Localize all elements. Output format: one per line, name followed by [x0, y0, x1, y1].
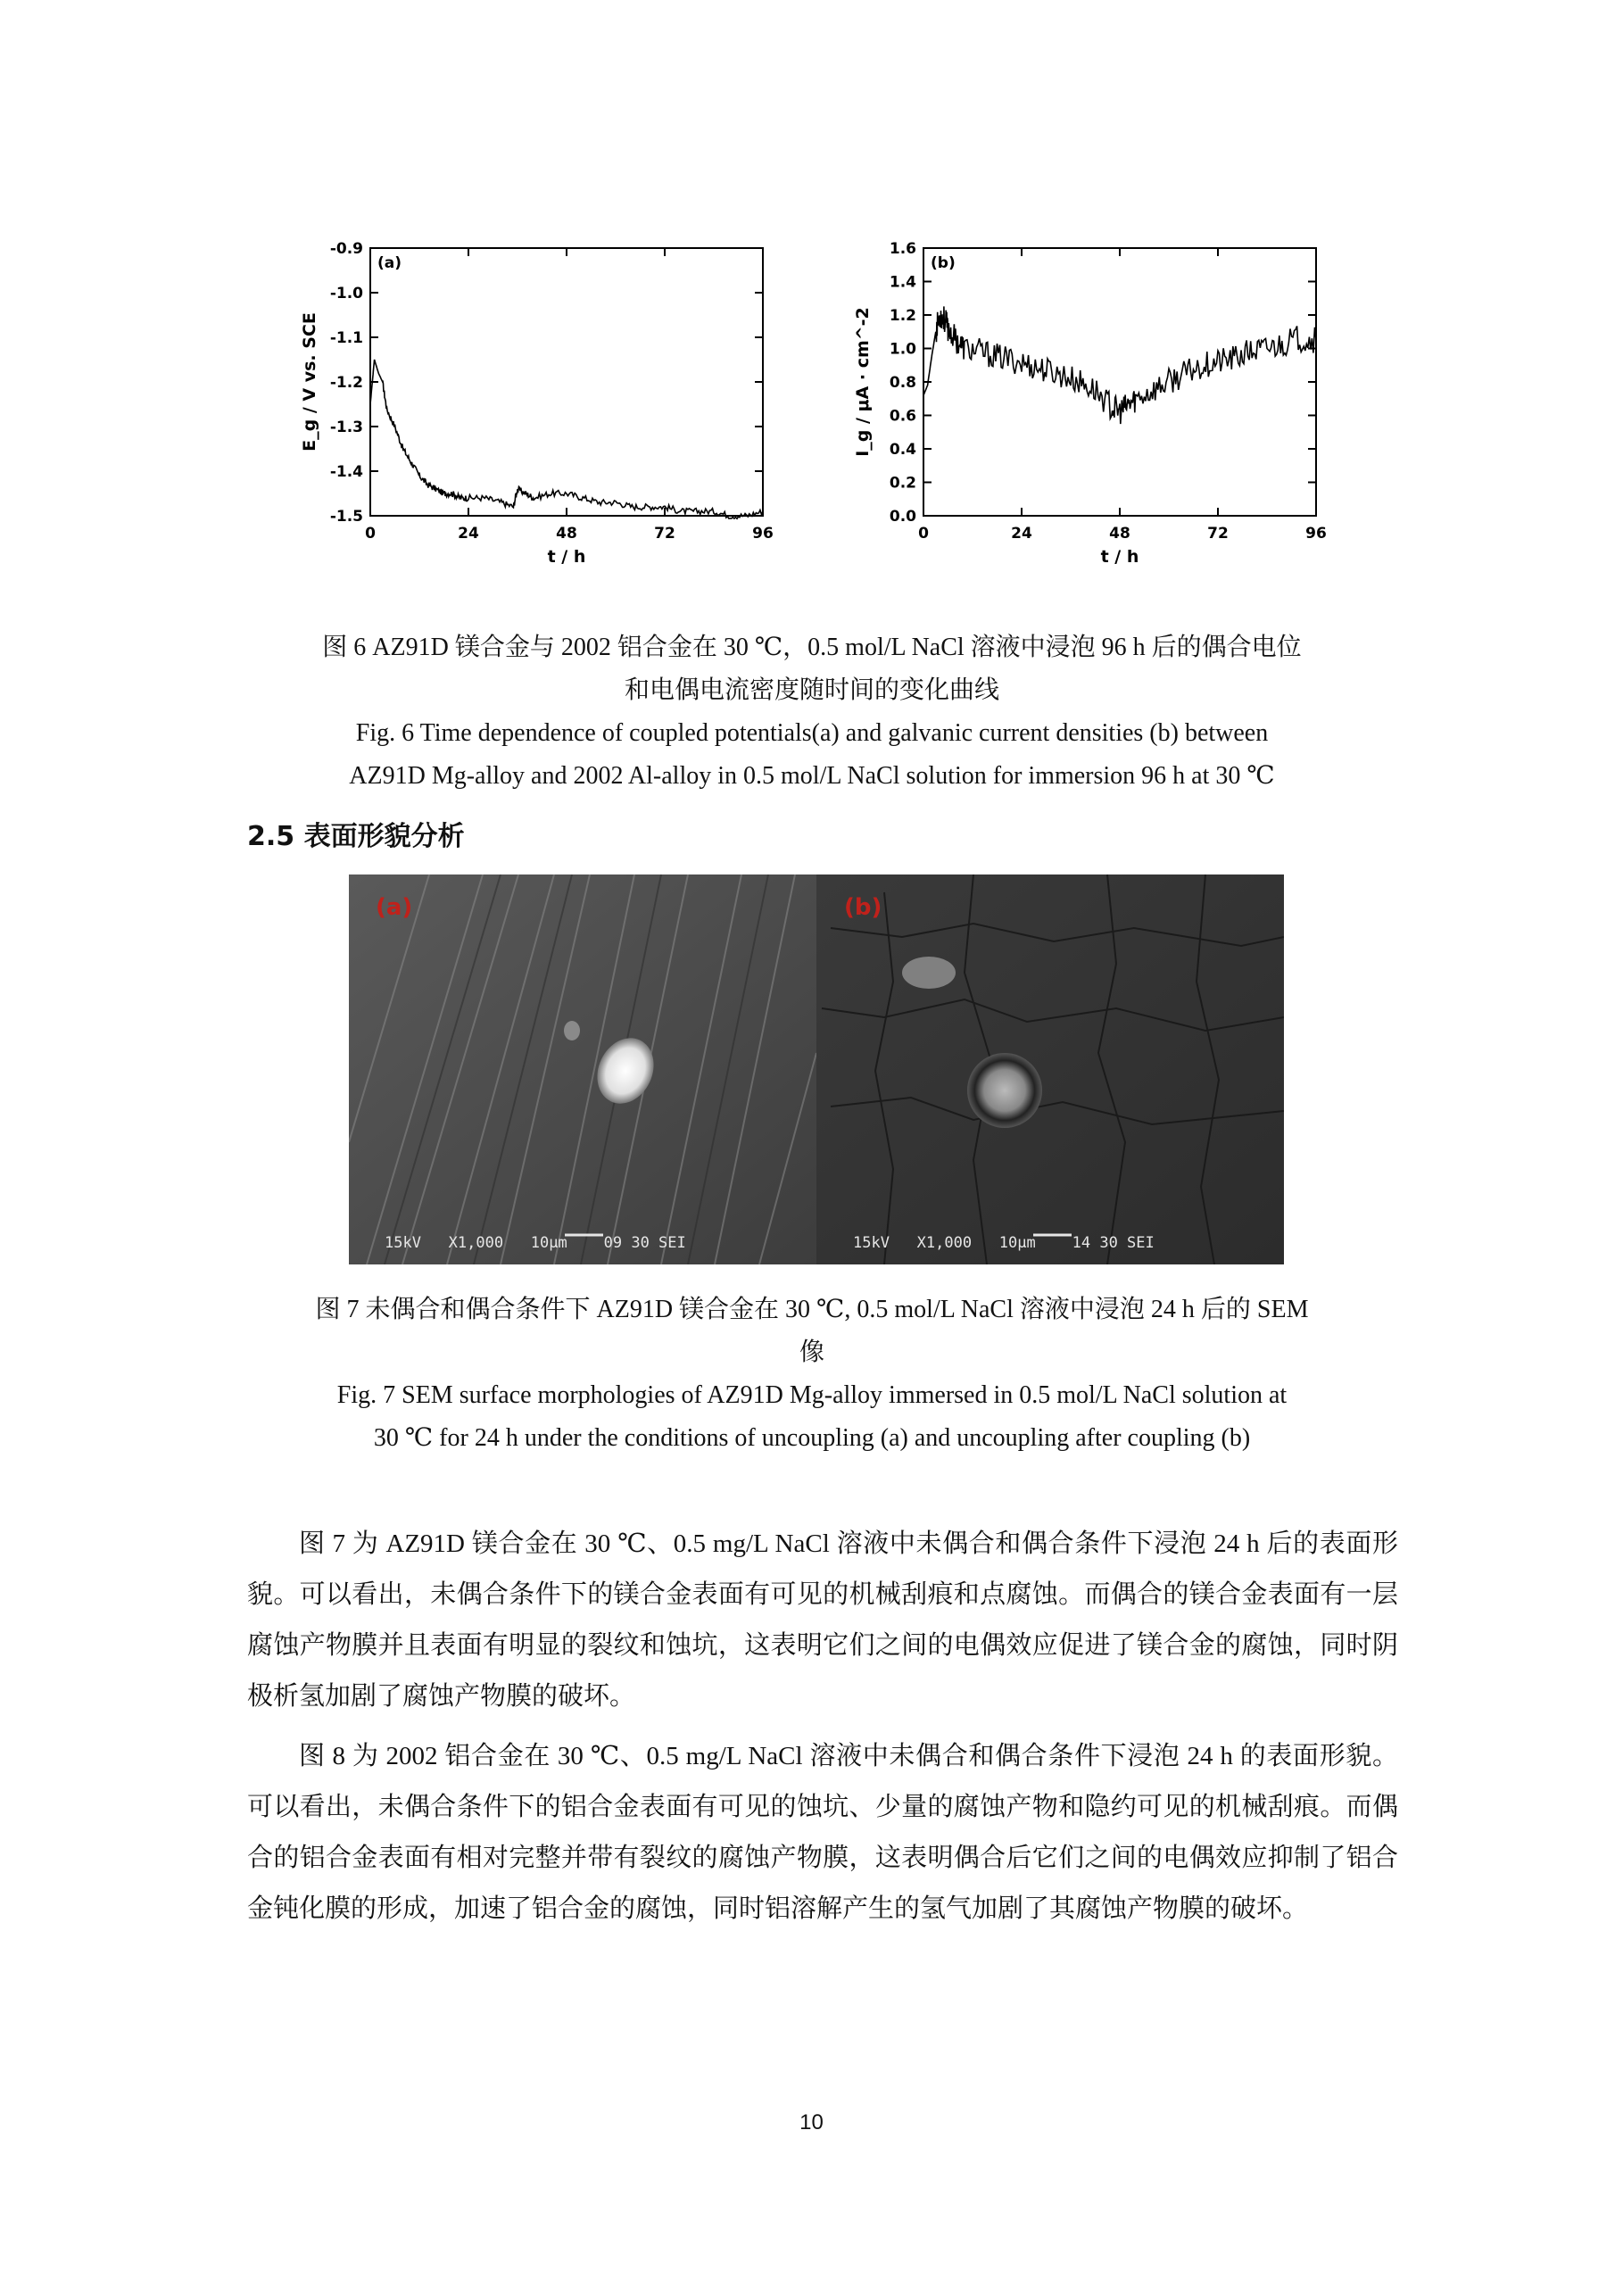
- x-axis-label: t / h: [547, 547, 586, 567]
- chart-a-svg: [286, 241, 803, 589]
- panel-label: (a): [377, 254, 402, 272]
- y-tick-label: -1.2: [329, 374, 363, 392]
- x-tick-label: 24: [458, 525, 479, 543]
- x-axis-label: t / h: [1100, 547, 1139, 567]
- chart-a: [286, 241, 803, 589]
- sem-panel-a-info: 15kV X1,000 10μm 09 30 SEI: [385, 1234, 686, 1252]
- fig6-caption-en-2: AZ91D Mg-alloy and 2002 Al-alloy in 0.5 mol/L NaCl solution for immersion 96 h at 30 ℃: [349, 762, 1275, 790]
- data-line: [923, 306, 1316, 424]
- body-paragraph-2: 图 8 为 2002 铝合金在 30 ℃、0.5 mg/L NaCl 溶液中未偶合和偶合条件下浸泡 24 h 的表面形貌。可以看出，未偶合条件下的铝合金表面有可见的蚀坑、少量的腐蚀产物和隐约可见的机械刮痕。而偶合的铝合金表面有相对完整并带有裂纹的腐蚀产物膜，这表明偶合后它们之间的电偶效应抑制了铝合金钝化膜的形成，加速了铝合金的腐蚀，同时铝溶解产生的氢气加剧了其腐蚀产物膜的破坏。: [247, 1742, 1398, 1923]
- y-tick-label: 1.6: [889, 241, 916, 258]
- plot-frame: [923, 248, 1316, 516]
- x-tick-label: 48: [1109, 525, 1130, 543]
- y-tick-label: 1.0: [889, 340, 916, 359]
- sem-panel-a-label: (a): [376, 894, 413, 921]
- y-tick-label: 0.6: [889, 407, 916, 426]
- x-tick-label: 24: [1011, 525, 1032, 543]
- y-axis-label: I_g / μA · cm^-2: [853, 307, 873, 457]
- x-tick-label: 96: [752, 525, 774, 543]
- page-number: 10: [799, 2110, 824, 2134]
- y-tick-label: -1.1: [329, 329, 363, 347]
- y-tick-label: 1.2: [889, 307, 916, 325]
- fig6-caption-cn-1: 图 6 AZ91D 镁合金与 2002 铝合金在 30 ℃，0.5 mol/L NaCl 溶液中浸泡 96 h 后的偶合电位: [322, 634, 1302, 661]
- y-axis-label: E_g / V vs. SCE: [300, 312, 319, 452]
- plot-frame: [370, 248, 763, 516]
- panel-label: (b): [931, 254, 956, 272]
- x-tick-label: 96: [1305, 525, 1327, 543]
- fig6-caption: [223, 626, 1401, 798]
- sem-panel-b-info: 15kV X1,000 10μm 14 30 SEI: [853, 1234, 1155, 1252]
- body-paragraph-1: 图 7 为 AZ91D 镁合金在 30 ℃、0.5 mg/L NaCl 溶液中未偶合和偶合条件下浸泡 24 h 后的表面形貌。可以看出，未偶合条件下的镁合金表面有可见的机械刮痕和点腐蚀。而偶合的镁合金表面有一层腐蚀产物膜并且表面有明显的裂纹和蚀坑，这表明它们之间的电偶效应促进了镁合金的腐蚀，同时阴极析氢加剧了腐蚀产物膜的破坏。: [247, 1529, 1398, 1711]
- fig6-caption-cn-2: 和电偶电流密度随时间的变化曲线: [624, 676, 999, 704]
- y-tick-label: 0.8: [889, 374, 916, 392]
- corrosion-pit: [967, 1053, 1042, 1128]
- y-tick-label: -1.5: [329, 508, 363, 526]
- y-tick-label: 1.4: [889, 273, 916, 292]
- data-line: [370, 360, 763, 518]
- y-tick-label: -0.9: [329, 241, 363, 258]
- y-tick-label: 0.0: [889, 508, 916, 526]
- x-tick-label: 0: [365, 525, 376, 543]
- y-tick-label: -1.3: [329, 419, 363, 436]
- x-tick-label: 48: [556, 525, 577, 543]
- x-tick-label: 72: [1207, 525, 1229, 543]
- sem-figure: [349, 874, 1284, 1264]
- x-tick-label: 72: [654, 525, 675, 543]
- fig7-caption-cn-1: 图 7 未偶合和偶合条件下 AZ91D 镁合金在 30 ℃, 0.5 mol/L NaCl 溶液中浸泡 24 h 后的 SEM: [315, 1296, 1309, 1323]
- sem-panel-b-label: (b): [844, 894, 882, 921]
- sem-svg: [349, 874, 1284, 1264]
- fig7-caption-en-1: Fig. 7 SEM surface morphologies of AZ91D Mg-alloy immersed in 0.5 mol/L NaCl solution at: [336, 1381, 1288, 1409]
- fig6-caption-en-1: Fig. 6 Time dependence of coupled potentials(a) and galvanic current densities (b) between: [355, 719, 1269, 747]
- chart-b-svg: [848, 241, 1347, 589]
- y-tick-label: 0.2: [889, 474, 916, 493]
- fig7-caption-en-2: 30 ℃ for 24 h under the conditions of uncoupling (a) and uncoupling after coupling (b): [373, 1424, 1251, 1452]
- fig7-caption-cn-2: 像: [799, 1339, 824, 1366]
- y-tick-label: 0.4: [889, 441, 916, 459]
- y-tick-label: -1.4: [329, 463, 363, 481]
- y-tick-label: -1.0: [329, 285, 363, 303]
- x-tick-label: 0: [918, 525, 929, 543]
- sem-panel-b: [816, 874, 1284, 1264]
- fig7-caption: [223, 1289, 1401, 1460]
- chart-b: [848, 241, 1347, 589]
- section-heading: 2.5 表面形貌分析: [247, 821, 465, 852]
